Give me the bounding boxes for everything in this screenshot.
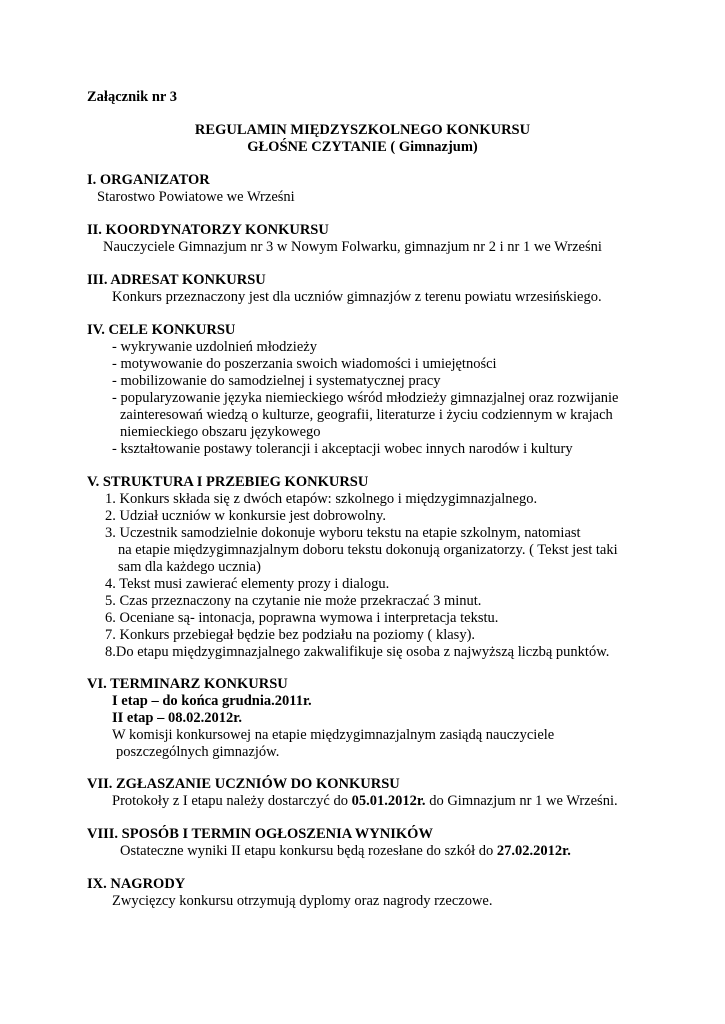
section-heading-prizes: IX. NAGRODY [87, 876, 186, 892]
section-text-addressee: Konkurs przeznaczony jest dla uczniów gimnazjów z terenu powiatu wrzesińskiego. [112, 289, 602, 305]
list-item-continuation: na etapie międzygimnazjalnym doboru tekstu dokonują organizatorzy. ( Tekst jest taki [118, 542, 618, 558]
registration-text-b: do Gimnazjum nr 1 we Wrześni. [425, 793, 618, 809]
section-heading-organizer: I. ORGANIZATOR [87, 172, 210, 188]
document-title-line1: REGULAMIN MIĘDZYSZKOLNEGO KONKURSU [194, 122, 531, 138]
section-text-results [120, 843, 571, 860]
registration-date: 05.01.2012r. [351, 793, 426, 809]
section-text-coordinators: Nauczyciele Gimnazjum nr 3 w Nowym Folwarku, gimnazjum nr 2 i nr 1 we Wrześni [103, 239, 602, 255]
list-item-continuation: niemieckiego obszaru językowego [120, 424, 321, 440]
list-item: 1. Konkurs składa się z dwóch etapów: szkolnego i międzygimnazjalnego. [105, 491, 538, 507]
section-heading-goals: IV. CELE KONKURSU [87, 322, 236, 338]
list-item: 2. Udział uczniów w konkursie jest dobrowolny. [105, 508, 386, 524]
list-item: - wykrywanie uzdolnień młodzieży [112, 339, 317, 355]
list-item: - popularyzowanie języka niemieckiego wśród młodzieży gimnazjalnej oraz rozwijanie [112, 390, 619, 406]
list-item: - mobilizowanie do samodzielnej i systematycznej pracy [112, 373, 441, 389]
section-heading-results: VIII. SPOSÓB I TERMIN OGŁOSZENIA WYNIKÓW [87, 826, 433, 842]
section-heading-addressee: III. ADRESAT KONKURSU [87, 272, 266, 288]
section-text-organizer: Starostwo Powiatowe we Wrześni [97, 189, 295, 205]
list-item: - kształtowanie postawy tolerancji i akceptacji wobec innych narodów i kultury [112, 441, 573, 457]
list-item-continuation: sam dla każdego ucznia) [118, 559, 261, 575]
results-text: Ostateczne wyniki II etapu konkursu będą rozesłane do szkół do [120, 843, 497, 859]
list-item-continuation: zainteresowań wiedzą o kulturze, geografii, literaturze i życiu codziennym w krajach [120, 407, 613, 423]
schedule-stage2: II etap – 08.02.2012r. [112, 710, 242, 726]
list-item: 8.Do etapu międzygimnazjalnego zakwalifikuje się osoba z najwyższą liczbą punktów. [105, 644, 610, 660]
annex-label: Załącznik nr 3 [87, 89, 177, 105]
schedule-stage1: I etap – do końca grudnia.2011r. [112, 693, 312, 709]
schedule-commission-text: W komisji konkursowej na etapie międzygimnazjalnym zasiądą nauczyciele [112, 727, 555, 743]
list-item: 4. Tekst musi zawierać elementy prozy i dialogu. [105, 576, 390, 592]
list-item: 3. Uczestnik samodzielnie dokonuje wyboru tekstu na etapie szkolnym, natomiast [105, 525, 581, 541]
section-heading-schedule: VI. TERMINARZ KONKURSU [87, 676, 288, 692]
registration-text-a: Protokoły z I etapu należy dostarczyć do [112, 793, 352, 809]
list-item: - motywowanie do poszerzania swoich wiadomości i umiejętności [112, 356, 497, 372]
section-heading-structure: V. STRUKTURA I PRZEBIEG KONKURSU [87, 474, 369, 490]
document-title-line2: GŁOŚNE CZYTANIE ( Gimnazjum) [247, 139, 478, 155]
section-text-registration [112, 793, 618, 810]
section-heading-registration: VII. ZGŁASZANIE UCZNIÓW DO KONKURSU [87, 776, 400, 792]
results-date: 27.02.2012r. [496, 843, 571, 859]
section-heading-coordinators: II. KOORDYNATORZY KONKURSU [87, 222, 329, 238]
schedule-commission-text-cont: poszczególnych gimnazjów. [116, 744, 280, 760]
list-item: 6. Oceniane są- intonacja, poprawna wymowa i interpretacja tekstu. [105, 610, 499, 626]
section-text-prizes: Zwycięzcy konkursu otrzymują dyplomy oraz nagrody rzeczowe. [112, 893, 493, 909]
list-item: 7. Konkurs przebiegał będzie bez podziału na poziomy ( klasy). [105, 627, 476, 643]
list-item: 5. Czas przeznaczony na czytanie nie może przekraczać 3 minut. [105, 593, 482, 609]
